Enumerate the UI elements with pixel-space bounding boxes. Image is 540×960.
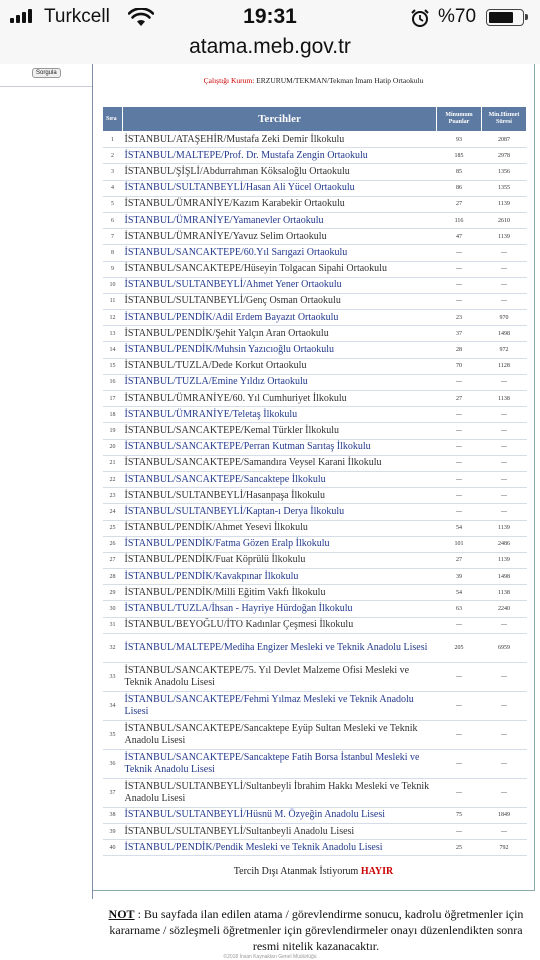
table-row [103, 439, 527, 455]
table-row [103, 633, 527, 662]
table-row [103, 229, 527, 245]
header-min-hizmet: Min.Hizmet Süresi [482, 107, 527, 132]
min-puan: --- [437, 423, 482, 439]
min-puan: --- [437, 245, 482, 261]
sorgula-button[interactable]: Sorgula [32, 68, 61, 78]
min-hizmet: 1355 [482, 180, 527, 196]
school-name[interactable]: İSTANBUL/SULTANBEYLİ/Kaptan-ı Derya İlkokulu [123, 504, 437, 520]
min-hizmet: --- [482, 720, 527, 749]
row-number: 30 [103, 601, 123, 617]
header-tercihler: Tercihler [123, 107, 437, 132]
school-name: İSTANBUL/SULTANBEYLİ/Genç Osman Ortaokulu [123, 293, 437, 309]
min-puan: 116 [437, 212, 482, 228]
row-number: 7 [103, 229, 123, 245]
row-number: 29 [103, 585, 123, 601]
min-hizmet: 1138 [482, 391, 527, 407]
table-row [103, 824, 527, 840]
row-number: 13 [103, 326, 123, 342]
min-puan: --- [437, 293, 482, 309]
institution-value: ERZURUM/TEKMAN/Tekman İmam Hatip Ortaokulu [256, 76, 424, 85]
school-name[interactable]: İSTANBUL/PENDİK/Pendik Mesleki ve Teknik Anadolu Lisesi [123, 840, 437, 856]
status-bar [0, 0, 540, 34]
school-name[interactable]: İSTANBUL/SANCAKTEPE/Sancaktepe Fatih Borsa İstanbul Mesleki ve Teknik Anadolu Lisesi [123, 749, 437, 778]
min-puan: --- [437, 407, 482, 423]
table-row [103, 691, 527, 720]
school-name: İSTANBUL/SANCAKTEPE/Hüseyin Tolgacan Sipahi Ortaokulu [123, 261, 437, 277]
min-puan: --- [437, 691, 482, 720]
min-puan: --- [437, 488, 482, 504]
min-puan: --- [437, 504, 482, 520]
school-name: İSTANBUL/ÜMRANİYE/Kazım Karabekir Ortaokulu [123, 196, 437, 212]
min-hizmet: --- [482, 374, 527, 390]
min-puan: 37 [437, 326, 482, 342]
table-row [103, 749, 527, 778]
table-row [103, 148, 527, 164]
row-number: 23 [103, 488, 123, 504]
table-row [103, 778, 527, 807]
school-name[interactable]: İSTANBUL/TUZLA/Emine Yıldız Ortaokulu [123, 374, 437, 390]
header-sira: Sıra [103, 107, 123, 132]
row-number: 40 [103, 840, 123, 856]
min-hizmet: 1139 [482, 229, 527, 245]
table-row [103, 358, 527, 374]
results-panel [93, 64, 535, 891]
min-hizmet: 1139 [482, 520, 527, 536]
min-puan: --- [437, 720, 482, 749]
table-header [103, 107, 527, 132]
page-content [0, 64, 540, 960]
min-puan: 93 [437, 132, 482, 148]
table-row [103, 601, 527, 617]
min-hizmet: --- [482, 261, 527, 277]
legal-note [96, 906, 536, 954]
row-number: 2 [103, 148, 123, 164]
min-puan: 185 [437, 148, 482, 164]
school-name[interactable]: İSTANBUL/PENDİK/Adil Erdem Bayazıt Ortaokulu [123, 310, 437, 326]
row-number: 35 [103, 720, 123, 749]
school-name[interactable]: İSTANBUL/SULTANBEYLİ/Hasan Ali Yücel Ortaokulu [123, 180, 437, 196]
table-row [103, 180, 527, 196]
min-hizmet: --- [482, 778, 527, 807]
min-puan: 27 [437, 391, 482, 407]
battery-icon [486, 9, 524, 26]
tercih-disi-value: HAYIR [360, 866, 394, 877]
min-puan: 27 [437, 196, 482, 212]
institution-label: Çalıştığı Kurum: [203, 76, 255, 85]
min-hizmet: --- [482, 691, 527, 720]
tercih-disi [93, 866, 534, 877]
table-row [103, 504, 527, 520]
min-hizmet: --- [482, 471, 527, 487]
table-row [103, 374, 527, 390]
row-number: 34 [103, 691, 123, 720]
school-name[interactable]: İSTANBUL/SANCAKTEPE/Fehmi Yılmaz Mesleki ve Teknik Anadolu Lisesi [123, 691, 437, 720]
table-row [103, 310, 527, 326]
min-puan: 101 [437, 536, 482, 552]
table-row [103, 585, 527, 601]
row-number: 39 [103, 824, 123, 840]
min-puan: 28 [437, 342, 482, 358]
row-number: 9 [103, 261, 123, 277]
divider [0, 86, 92, 87]
school-name[interactable]: İSTANBUL/PENDİK/Fatma Gözen Eralp İlkokulu [123, 536, 437, 552]
battery-percent: %70 [438, 6, 477, 27]
row-number: 17 [103, 391, 123, 407]
min-puan: --- [437, 824, 482, 840]
table-row [103, 720, 527, 749]
row-number: 5 [103, 196, 123, 212]
min-puan: --- [437, 439, 482, 455]
left-panel [0, 64, 93, 899]
table-row [103, 132, 527, 148]
min-puan: --- [437, 374, 482, 390]
row-number: 25 [103, 520, 123, 536]
table-row [103, 840, 527, 856]
min-hizmet: --- [482, 824, 527, 840]
table-row [103, 326, 527, 342]
note-label: NOT [108, 907, 135, 921]
school-name: İSTANBUL/ATAŞEHİR/Mustafa Zeki Demir İlkokulu [123, 132, 437, 148]
row-number: 33 [103, 662, 123, 691]
school-name: İSTANBUL/SULTANBEYLİ/Sultanbeyli İbrahim Hakkı Mesleki ve Teknik Anadolu Lisesi [123, 778, 437, 807]
min-puan: 63 [437, 601, 482, 617]
school-name[interactable]: İSTANBUL/SULTANBEYLİ/Ahmet Yener Ortaokulu [123, 277, 437, 293]
clock: 19:31 [243, 5, 297, 28]
row-number: 16 [103, 374, 123, 390]
min-puan: --- [437, 749, 482, 778]
row-number: 10 [103, 277, 123, 293]
min-hizmet: 1139 [482, 552, 527, 568]
min-hizmet: 1128 [482, 358, 527, 374]
min-hizmet: 2240 [482, 601, 527, 617]
table-row [103, 293, 527, 309]
table-row [103, 391, 527, 407]
min-puan: 25 [437, 840, 482, 856]
school-name[interactable]: İSTANBUL/TUZLA/İhsan - Hayriye Hürdoğan İlkokulu [123, 601, 437, 617]
address-bar[interactable] [0, 34, 540, 65]
min-puan: --- [437, 662, 482, 691]
min-hizmet: --- [482, 439, 527, 455]
min-hizmet: --- [482, 407, 527, 423]
school-name: İSTANBUL/SANCAKTEPE/Samandıra Veysel Karani İlkokulu [123, 455, 437, 471]
row-number: 32 [103, 633, 123, 662]
carrier-name: Turkcell [44, 6, 110, 27]
school-name[interactable]: İSTANBUL/MALTEPE/Mediha Engizer Mesleki ve Teknik Anadolu Lisesi [123, 633, 437, 662]
institution-line [93, 76, 534, 85]
row-number: 6 [103, 212, 123, 228]
min-hizmet: 1849 [482, 807, 527, 823]
alarm-icon [410, 8, 430, 28]
row-number: 1 [103, 132, 123, 148]
min-hizmet: --- [482, 423, 527, 439]
min-hizmet: --- [482, 455, 527, 471]
min-hizmet: --- [482, 293, 527, 309]
school-name: İSTANBUL/PENDİK/Şehit Yalçın Aran Ortaokulu [123, 326, 437, 342]
min-hizmet: 970 [482, 310, 527, 326]
min-hizmet: 1139 [482, 196, 527, 212]
table-row [103, 196, 527, 212]
table-row [103, 245, 527, 261]
min-puan: --- [437, 471, 482, 487]
row-number: 31 [103, 617, 123, 633]
min-puan: 27 [437, 552, 482, 568]
min-hizmet: 1356 [482, 164, 527, 180]
min-puan: 54 [437, 585, 482, 601]
row-number: 11 [103, 293, 123, 309]
table-row [103, 342, 527, 358]
footer-copyright: ©2018 İnsan Kaynakları Genel Müdürlüğü [223, 954, 317, 960]
min-puan: --- [437, 261, 482, 277]
school-name: İSTANBUL/ÜMRANİYE/Yavuz Selim Ortaokulu [123, 229, 437, 245]
min-puan: 85 [437, 164, 482, 180]
school-name[interactable]: İSTANBUL/MALTEPE/Prof. Dr. Mustafa Zengin Ortaokulu [123, 148, 437, 164]
min-puan: --- [437, 455, 482, 471]
table-row [103, 569, 527, 585]
row-number: 14 [103, 342, 123, 358]
row-number: 37 [103, 778, 123, 807]
school-name: İSTANBUL/PENDİK/Fuat Köprülü İlkokulu [123, 552, 437, 568]
table-row [103, 662, 527, 691]
school-name: İSTANBUL/SULTANBEYLİ/Sultanbeyli Anadolu Lisesi [123, 824, 437, 840]
table-row [103, 471, 527, 487]
row-number: 24 [103, 504, 123, 520]
school-name: İSTANBUL/PENDİK/Ahmet Yesevi İlkokulu [123, 520, 437, 536]
min-hizmet: --- [482, 662, 527, 691]
school-name[interactable]: İSTANBUL/SANCAKTEPE/Sancaktepe İlkokulu [123, 471, 437, 487]
row-number: 28 [103, 569, 123, 585]
tercih-disi-label: Tercih Dışı Atanmak İstiyorum [233, 866, 359, 877]
min-hizmet: 972 [482, 342, 527, 358]
min-hizmet: 6959 [482, 633, 527, 662]
table-row [103, 617, 527, 633]
school-name: İSTANBUL/SANCAKTEPE/Sancaktepe Eyüp Sultan Mesleki ve Teknik Anadolu Lisesi [123, 720, 437, 749]
min-hizmet: 792 [482, 840, 527, 856]
table-row [103, 488, 527, 504]
min-hizmet: 1498 [482, 326, 527, 342]
school-name[interactable]: İSTANBUL/SANCAKTEPE/60.Yıl Sarıgazi Ortaokulu [123, 245, 437, 261]
school-name: İSTANBUL/BEYOĞLU/İTO Kadınlar Çeşmesi İlkokulu [123, 617, 437, 633]
note-text: : Bu sayfada ilan edilen atama / görevlendirme sonucu, kadrolu öğretmenler için kararname / sözleşmeli öğretmenler için görevlendirmeler onayı düzenlendikten sonra resmi nitelik kazanacaktır. [109, 907, 524, 953]
row-number: 19 [103, 423, 123, 439]
min-puan: 54 [437, 520, 482, 536]
url-text[interactable]: atama.meb.gov.tr [189, 35, 351, 58]
school-name[interactable]: İSTANBUL/SANCAKTEPE/Perran Kutman Sarıtaş İlkokulu [123, 439, 437, 455]
min-hizmet: --- [482, 245, 527, 261]
school-name[interactable]: İSTANBUL/SULTANBEYLİ/Hüsnü M. Özyeğin Anadolu Lisesi [123, 807, 437, 823]
min-puan: --- [437, 617, 482, 633]
min-puan: 75 [437, 807, 482, 823]
row-number: 15 [103, 358, 123, 374]
school-name: İSTANBUL/ŞİŞLİ/Abdurrahman Köksaloğlu Ortaokulu [123, 164, 437, 180]
min-puan: --- [437, 277, 482, 293]
school-name[interactable]: İSTANBUL/PENDİK/Kavakpınar İlkokulu [123, 569, 437, 585]
school-name[interactable]: İSTANBUL/PENDİK/Muhsin Yazıcıoğlu Ortaokulu [123, 342, 437, 358]
table-row [103, 520, 527, 536]
row-number: 26 [103, 536, 123, 552]
row-number: 27 [103, 552, 123, 568]
table-row [103, 455, 527, 471]
header-min-puan: Minumum Puanlar [437, 107, 482, 132]
table-row [103, 261, 527, 277]
table-row [103, 807, 527, 823]
min-puan: --- [437, 778, 482, 807]
min-puan: 39 [437, 569, 482, 585]
min-hizmet: --- [482, 617, 527, 633]
row-number: 20 [103, 439, 123, 455]
min-hizmet: 2610 [482, 212, 527, 228]
min-hizmet: --- [482, 277, 527, 293]
row-number: 8 [103, 245, 123, 261]
row-number: 38 [103, 807, 123, 823]
min-hizmet: 2486 [482, 536, 527, 552]
row-number: 22 [103, 471, 123, 487]
row-number: 36 [103, 749, 123, 778]
school-name: İSTANBUL/SANCAKTEPE/Kemal Türkler İlkokulu [123, 423, 437, 439]
row-number: 18 [103, 407, 123, 423]
preferences-table [102, 106, 527, 856]
school-name: İSTANBUL/ÜMRANİYE/60. Yıl Cumhuriyet İlkokulu [123, 391, 437, 407]
min-puan: 70 [437, 358, 482, 374]
min-hizmet: 1498 [482, 569, 527, 585]
school-name[interactable]: İSTANBUL/ÜMRANİYE/Yamanevler Ortaokulu [123, 212, 437, 228]
table-row [103, 277, 527, 293]
row-number: 4 [103, 180, 123, 196]
min-hizmet: --- [482, 504, 527, 520]
min-puan: 86 [437, 180, 482, 196]
school-name: İSTANBUL/PENDİK/Milli Eğitim Vakfı İlkokulu [123, 585, 437, 601]
school-name[interactable]: İSTANBUL/ÜMRANİYE/Teletaş İlkokulu [123, 407, 437, 423]
row-number: 12 [103, 310, 123, 326]
min-hizmet: --- [482, 488, 527, 504]
min-hizmet: 1138 [482, 585, 527, 601]
min-hizmet: 2087 [482, 132, 527, 148]
row-number: 3 [103, 164, 123, 180]
table-row [103, 423, 527, 439]
school-name: İSTANBUL/TUZLA/Dede Korkut Ortaokulu [123, 358, 437, 374]
table-row [103, 212, 527, 228]
min-hizmet: --- [482, 749, 527, 778]
row-number: 21 [103, 455, 123, 471]
min-hizmet: 2978 [482, 148, 527, 164]
min-puan: 47 [437, 229, 482, 245]
school-name: İSTANBUL/SANCAKTEPE/75. Yıl Devlet Malzeme Ofisi Mesleki ve Teknik Anadolu Lisesi [123, 662, 437, 691]
table-row [103, 164, 527, 180]
min-puan: 23 [437, 310, 482, 326]
min-puan: 205 [437, 633, 482, 662]
table-row [103, 536, 527, 552]
school-name: İSTANBUL/SULTANBEYLİ/Hasanpaşa İlkokulu [123, 488, 437, 504]
table-row [103, 552, 527, 568]
table-row [103, 407, 527, 423]
